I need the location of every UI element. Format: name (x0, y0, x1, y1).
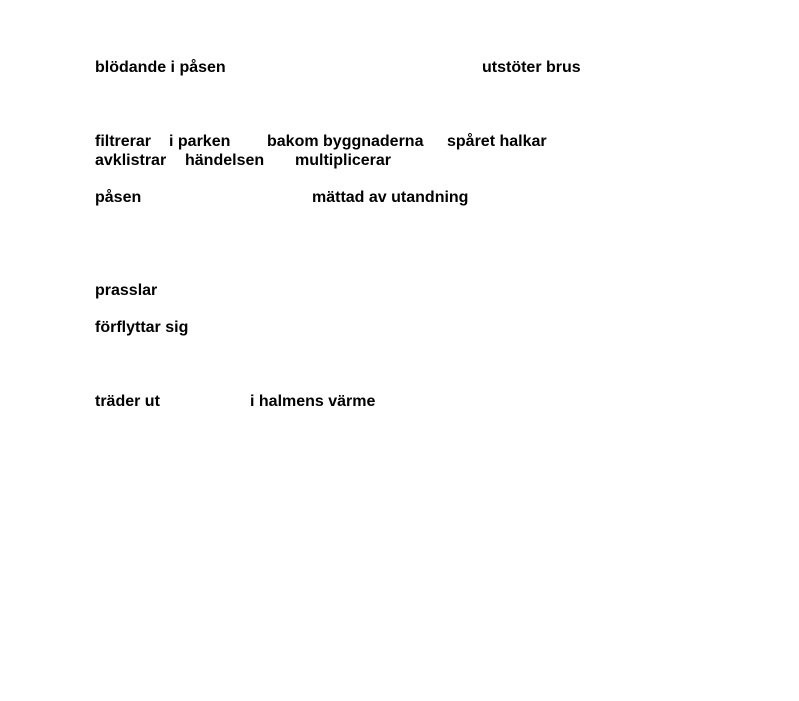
word-phrase: träder ut (95, 393, 160, 410)
word-phrase: förflyttar sig (95, 319, 189, 336)
word-phrase: i halmens värme (250, 393, 376, 410)
word-phrase: prasslar (95, 282, 158, 299)
word-phrase: mättad av utandning (312, 189, 469, 206)
word-phrase: blödande i påsen (95, 59, 226, 76)
word-phrase: påsen (95, 189, 142, 206)
word-phrase: filtrerar (95, 133, 152, 150)
word-phrase: spåret halkar (447, 133, 547, 150)
word-phrase: avklistrar (95, 152, 167, 169)
word-phrase: händelsen (185, 152, 265, 169)
word-phrase: utstöter brus (482, 59, 581, 76)
word-phrase: multiplicerar (295, 152, 392, 169)
word-phrase: bakom byggnaderna (267, 133, 424, 150)
word-phrase: i parken (169, 133, 231, 150)
